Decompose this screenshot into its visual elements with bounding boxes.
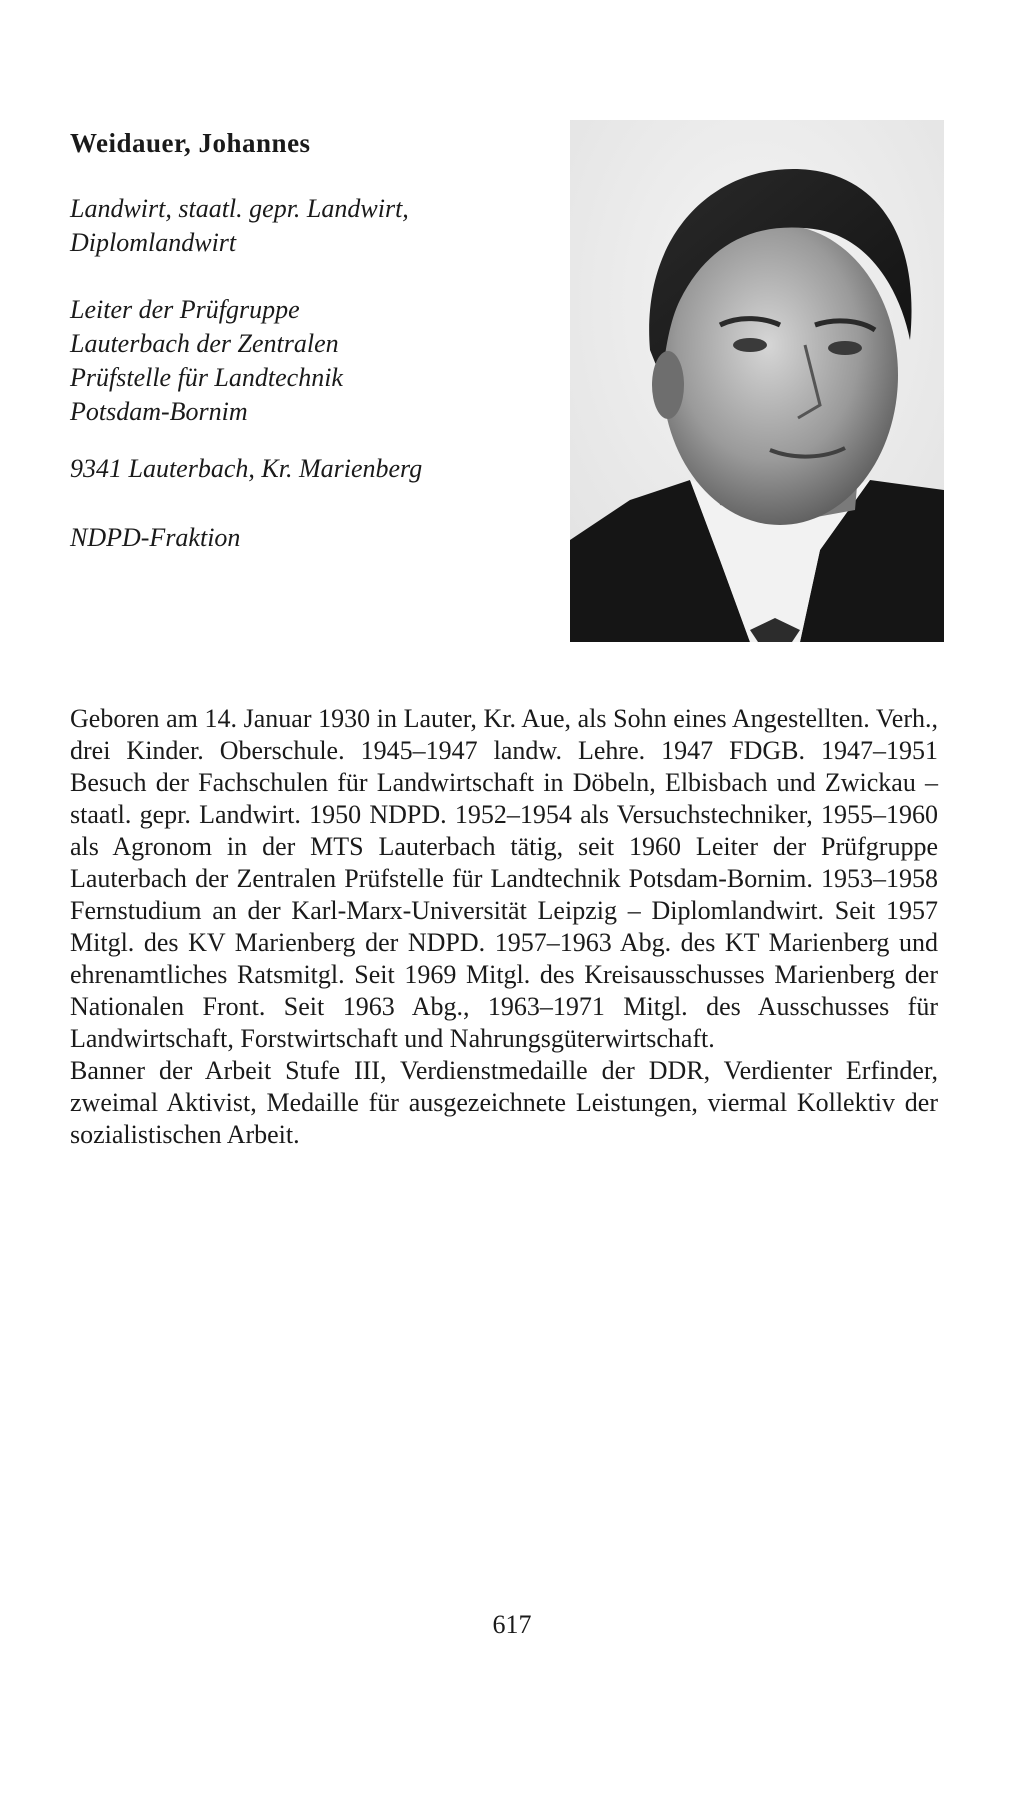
profession-line: Diplomlandwirt bbox=[70, 228, 237, 257]
position-line: Lauterbach der Zentralen bbox=[70, 329, 339, 358]
profession bbox=[70, 192, 409, 260]
portrait-photo bbox=[570, 120, 944, 642]
profession-line: Landwirt, staatl. gepr. Landwirt, bbox=[70, 194, 409, 223]
position-line: Prüfstelle für Landtechnik bbox=[70, 363, 343, 392]
page-number: 617 bbox=[492, 1610, 532, 1639]
biography-text: Geboren am 14. Januar 1930 in Lauter, Kr. Aue, als Sohn eines Angestellten. Verh., drei Kinder. Oberschule. 1945–1947 landw. Lehre. 1947 FDGB. 1947–1951 Besuch der Fachschulen für Landwirtschaft in Döbeln, Elbisbach und Zwickau – staatl. gepr. Landwirt. 1950 NDPD. 1952–1954 als Versuchstechniker, 1955–1960 als Agronom in der MTS Lauterbach tätig, seit 1960 Leiter der Prüfgruppe Lauterbach der Zentralen Prüfstelle für Landtechnik Potsdam-Bornim. 1953–1958 Fernstudium an der Karl-Marx-Universität Leipzig – Diplomlandwirt. Seit 1957 Mitgl. des KV Marienberg der NDPD. 1957–1963 Abg. des KT Marienberg und ehrenamtliches Ratsmitgl. Seit 1969 Mitgl. des Kreisausschusses Marienberg der Nationalen Front. Seit 1963 Abg., 1963–1971 Mitgl. des Ausschusses für Landwirtschaft, Forstwirtschaft und Nahrungsgüterwirtschaft. bbox=[70, 704, 938, 1053]
awards-text: Banner der Arbeit Stufe III, Verdienstmedaille der DDR, Verdienter Erfinder, zweimal Aktivist, Medaille für ausgezeichnete Leistungen, viermal Kollektiv der sozialistischen Arbeit. bbox=[70, 1056, 938, 1149]
address: 9341 Lauterbach, Kr. Marienberg bbox=[70, 454, 423, 483]
faction: NDPD-Fraktion bbox=[70, 523, 241, 552]
position-line: Leiter der Prüfgruppe bbox=[70, 295, 300, 324]
position-line: Potsdam-Bornim bbox=[70, 397, 248, 426]
person-name: Weidauer, Johannes bbox=[70, 128, 311, 158]
biography-section bbox=[70, 703, 938, 1151]
position bbox=[70, 293, 343, 429]
